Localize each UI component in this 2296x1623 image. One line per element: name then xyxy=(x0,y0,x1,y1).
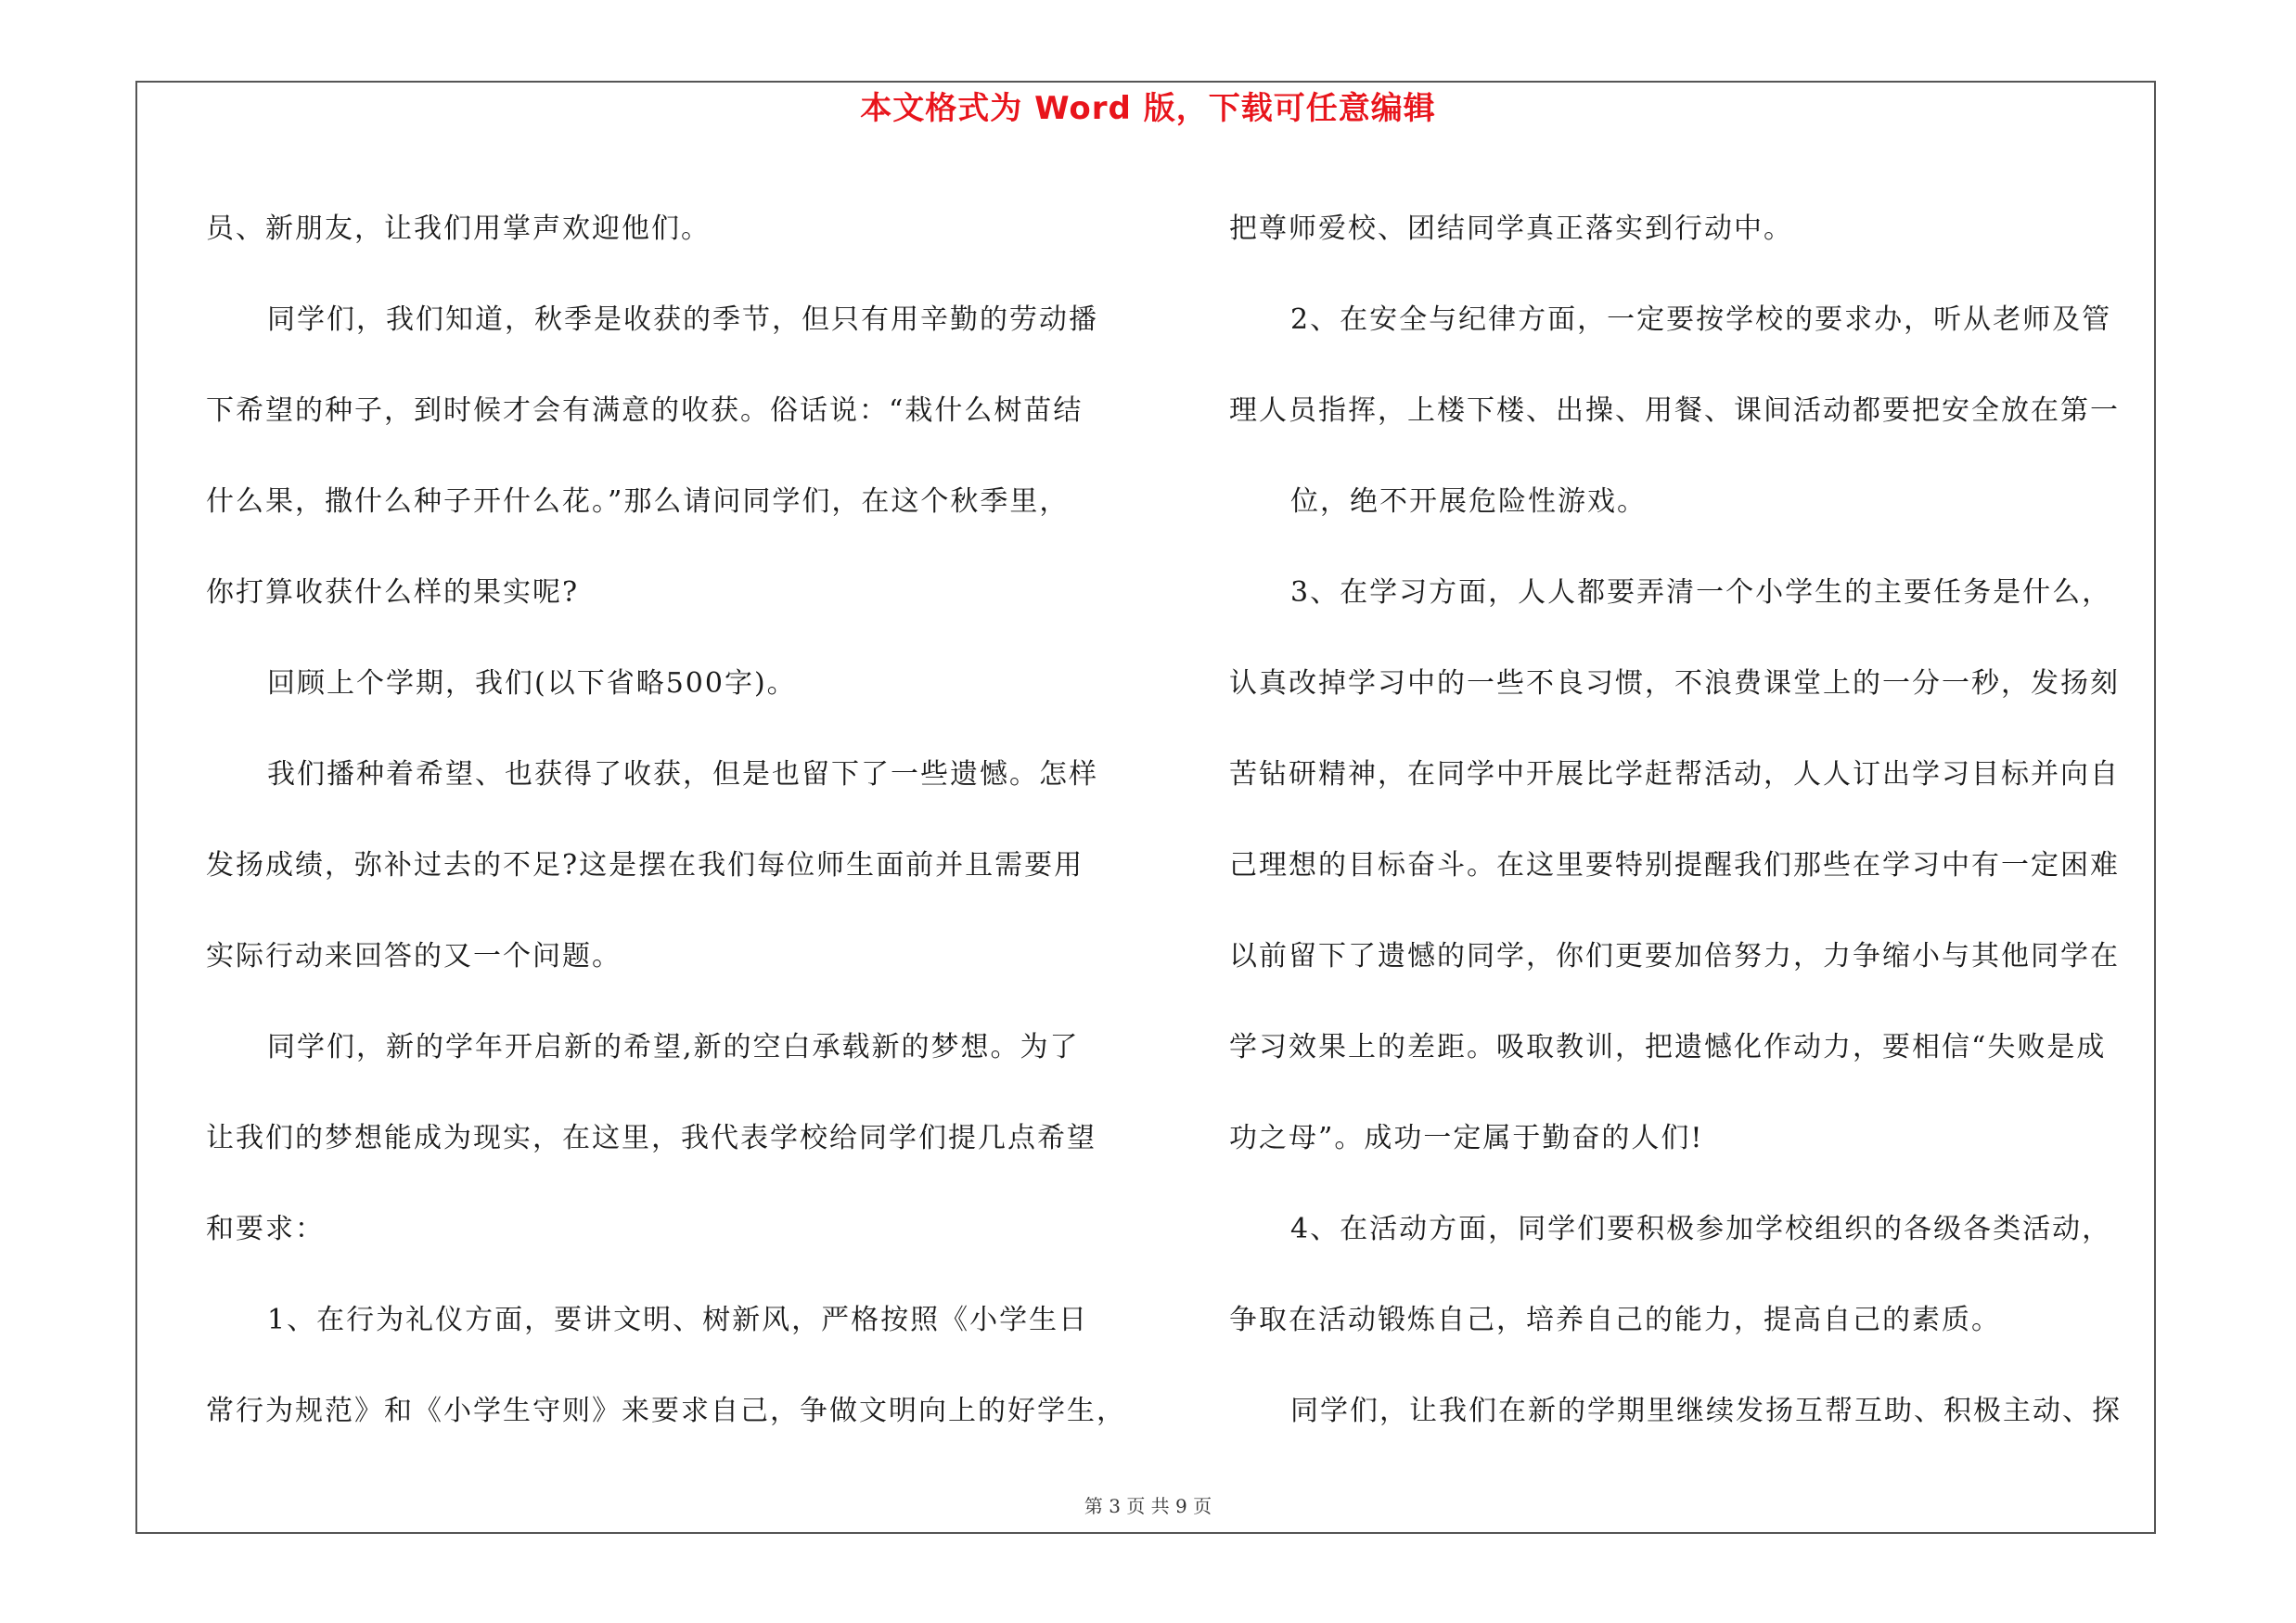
text-line: 4、在活动方面，同学们要积极参加学校组织的各级各类活动， xyxy=(1290,1213,2112,1245)
text-line: 实际行动来回答的又一个问题。 xyxy=(206,940,622,973)
text-line: 员、新朋友，让我们用掌声欢迎他们。 xyxy=(206,213,711,245)
text-line: 同学们，我们知道，秋季是收获的季节，但只有用辛勤的劳动播 xyxy=(267,303,1098,336)
text-line: 把尊师爱校、团结同学真正落实到行动中。 xyxy=(1229,213,1793,245)
page-number: 第 3 页 共 9 页 xyxy=(1084,1495,1212,1517)
text-line: 1、在行为礼仪方面，要讲文明、树新风，严格按照《小学生日 xyxy=(267,1304,1089,1336)
text-line: 发扬成绩，弥补过去的不足?这是摆在我们每位师生面前并且需要用 xyxy=(206,849,1084,882)
text-line: 认真改掉学习中的一些不良习惯，不浪费课堂上的一分一秒，发扬刻 xyxy=(1229,667,2120,700)
text-line: 下希望的种子，到时候才会有满意的收获。俗话说：“栽什么树苗结 xyxy=(206,394,1084,427)
text-line: 我们播种着希望、也获得了收获，但是也留下了一些遗憾。怎样 xyxy=(267,758,1098,791)
text-line: 你打算收获什么样的果实呢? xyxy=(206,576,580,609)
text-line: 理人员指挥，上楼下楼、出操、用餐、课间活动都要把安全放在第一 xyxy=(1229,394,2120,427)
text-line: 己理想的目标奋斗。在这里要特别提醒我们那些在学习中有一定困难 xyxy=(1229,849,2120,882)
text-line: 常行为规范》和《小学生守则》来要求自己，争做文明向上的好学生， xyxy=(206,1395,1126,1427)
text-line: 争取在活动锻炼自己，培养自己的能力，提高自己的素质。 xyxy=(1229,1304,2001,1336)
text-line: 以前留下了遗憾的同学，你们更要加倍努力，力争缩小与其他同学在 xyxy=(1229,940,2120,973)
text-line: 回顾上个学期，我们(以下省略500字)。 xyxy=(267,667,797,700)
text-line: 同学们，新的学年开启新的希望,新的空白承载新的梦想。为了 xyxy=(267,1031,1080,1063)
text-line: 让我们的梦想能成为现实，在这里，我代表学校给同学们提几点希望 xyxy=(206,1122,1097,1154)
text-line: 3、在学习方面，人人都要弄清一个小学生的主要任务是什么， xyxy=(1290,576,2112,609)
right-text-column xyxy=(1229,184,2157,1457)
text-line: 2、在安全与纪律方面，一定要按学校的要求办，听从老师及管 xyxy=(1290,303,2112,336)
text-line: 同学们，让我们在新的学期里继续发扬互帮互助、积极主动、探 xyxy=(1290,1395,2122,1427)
text-line: 位，绝不开展危险性游戏。 xyxy=(1290,485,1647,518)
text-line: 功之母”。成功一定属于勤奋的人们! xyxy=(1229,1122,1704,1154)
left-text-column xyxy=(206,184,1134,1457)
text-line: 苦钻研精神，在同学中开展比学赶帮活动，人人订出学习目标并向自 xyxy=(1229,758,2120,791)
text-line: 什么果，撒什么种子开什么花。”那么请问同学们，在这个秋季里， xyxy=(206,485,1070,518)
text-line: 学习效果上的差距。吸取教训，把遗憾化作动力，要相信“失败是成 xyxy=(1229,1031,2107,1063)
header-banner: 本文格式为 Word 版，下载可任意编辑 xyxy=(860,90,1436,127)
text-line: 和要求： xyxy=(206,1213,325,1245)
